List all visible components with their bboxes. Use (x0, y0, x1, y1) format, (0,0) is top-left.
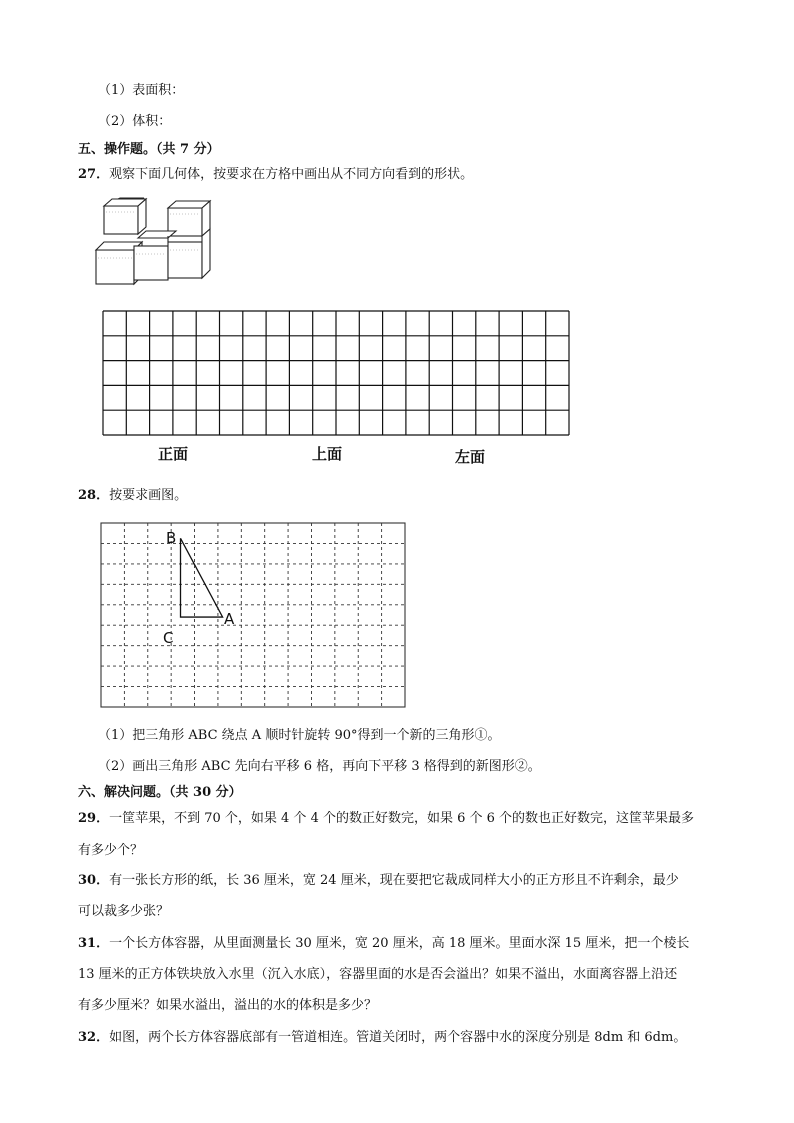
q31-text-1: 一个长方体容器，从里面测量长 30 厘米，宽 20 厘米，高 18 厘米。里面水深 15 厘米，把一个棱长 (109, 936, 690, 951)
section-6-title: 六、解决问题。（共 30 分） (78, 785, 242, 800)
q32-text: 如图，两个长方体容器底部有一管道相连。管道关闭时，两个容器中水的深度分别是 8dm 和 6dm。 (109, 1030, 687, 1045)
q28-text: 按要求画图。 (109, 488, 188, 503)
triangle-abc (181, 538, 223, 617)
section-5-title: 五、操作题。（共 7 分） (78, 142, 220, 157)
q27-cube-figure (92, 198, 214, 290)
q27-drawing-grid[interactable] (102, 310, 570, 436)
q26-volume: （2）体积： (98, 114, 172, 129)
q32-number: 32． (78, 1030, 110, 1045)
q32-line1 (78, 1029, 686, 1047)
q29-number: 29． (78, 811, 110, 826)
point-c-label: C (163, 629, 174, 647)
q28-dotted-grid[interactable] (100, 522, 406, 708)
q30-number: 30． (78, 873, 110, 888)
q27-prompt (78, 166, 473, 184)
point-a-label: A (224, 610, 235, 628)
q31-line2: 13 厘米的正方体铁块放入水里（沉入水底），容器里面的水是否会溢出？如果不溢出，水面离容器上沿还 (78, 967, 678, 982)
q31-line1 (78, 935, 689, 953)
q30-text-1: 有一张长方形的纸，长 36 厘米，宽 24 厘米，现在要把它裁成同样大小的正方形且不许剩余，最少 (109, 873, 679, 888)
q29-line2: 有多少个？ (78, 843, 144, 858)
q31-line3: 有多少厘米？如果水溢出，溢出的水的体积是多少？ (78, 998, 378, 1013)
q28-sub1: （1）把三角形 ABC 绕点 A 顺时针旋转 90°得到一个新的三角形①。 (98, 728, 501, 743)
q27-text: 观察下面几何体，按要求在方格中画出从不同方向看到的形状。 (109, 167, 474, 182)
label-left-view: 左面 (455, 448, 486, 466)
q31-number: 31． (78, 936, 110, 951)
q30-line1 (78, 872, 679, 890)
q29-line1 (78, 810, 694, 828)
q28-prompt (78, 487, 187, 505)
q28-number: 28． (78, 488, 110, 503)
q30-line2: 可以裁多少张？ (78, 904, 170, 919)
grid-border (101, 523, 405, 707)
q29-text-1: 一筐苹果，不到 70 个，如果 4 个 4 个的数正好数完，如果 6 个 6 个的数也正好数完，这筐苹果最多 (109, 811, 695, 826)
label-top-view: 上面 (312, 445, 343, 463)
point-b-label: B (166, 529, 177, 547)
q27-number: 27． (78, 167, 110, 182)
q28-sub2: （2）画出三角形 ABC 先向右平移 6 格，再向下平移 3 格得到的新图形②。 (98, 759, 541, 774)
label-front-view: 正面 (158, 445, 189, 463)
q26-surface-area: （1）表面积： (98, 83, 185, 98)
